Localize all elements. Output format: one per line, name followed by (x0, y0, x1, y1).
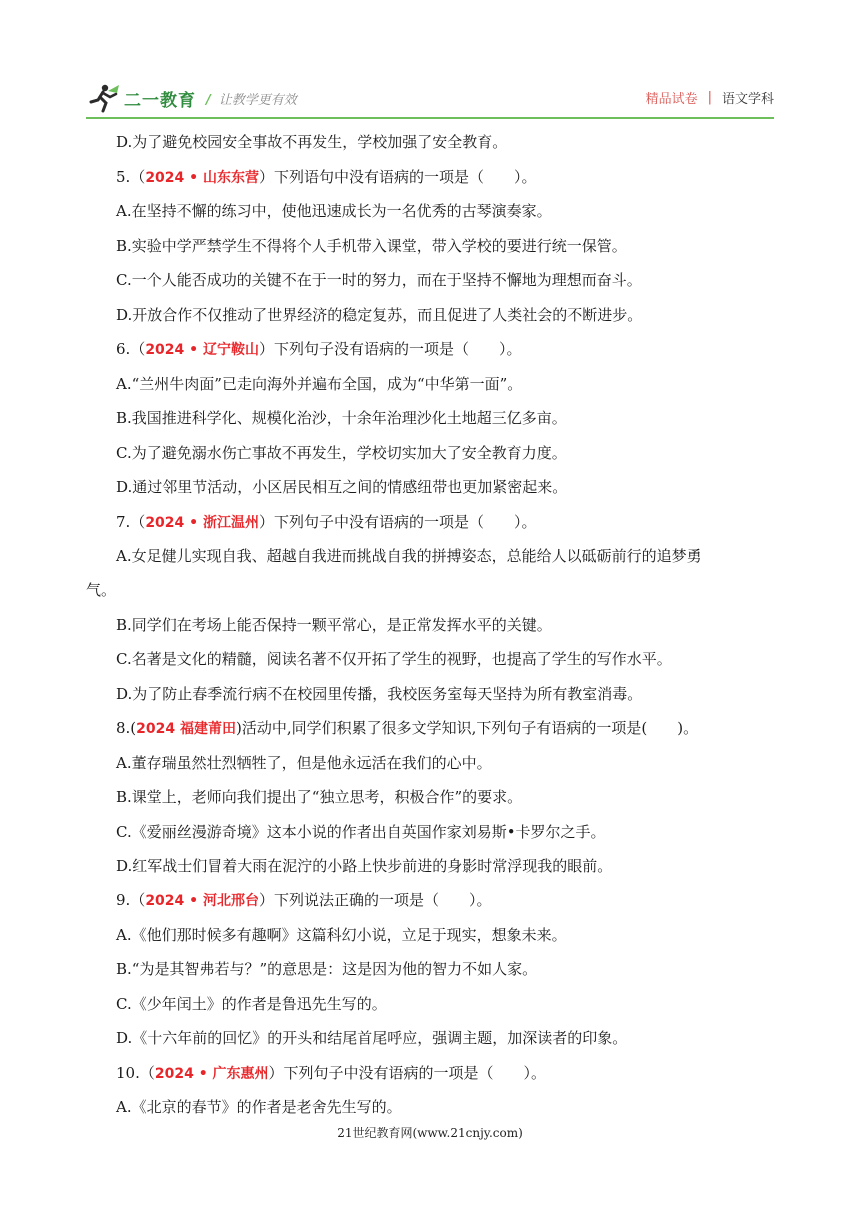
header-divider-line (86, 117, 774, 119)
question-source: 2024 • 辽宁鞍山 (145, 342, 259, 358)
answer-option: B.实验中学严禁学生不得将个人手机带入课堂，带入学校的要进行统一保管。 (116, 237, 627, 255)
question-number: 6.（ (116, 340, 146, 358)
answer-option: B.课堂上，老师向我们提出了“独立思考，积极合作”的要求。 (116, 788, 523, 806)
answer-option: C.一个人能否成功的关键不在于一时的努力，而在于坚持不懈地为理想而奋斗。 (116, 271, 642, 289)
option-continuation: 气。 (86, 581, 117, 599)
logo (86, 80, 297, 116)
question-text: ）下列句子没有语病的一项是（ ）。 (258, 340, 522, 358)
question-source: 2024 • 河北邢台 (145, 893, 259, 909)
brand-name: 二一教育 (124, 90, 196, 111)
answer-option: A.女足健儿实现自我、超越自我进而挑战自我的拼搏姿态，总能给人以砥砺前行的追梦勇 (116, 547, 702, 565)
question-stem (116, 337, 522, 372)
header-tags (646, 88, 774, 107)
answer-option: D.《十六年前的回忆》的开头和结尾首尾呼应，强调主题，加深读者的印象。 (116, 1029, 628, 1047)
slogan (206, 89, 297, 108)
runner-logo-icon (86, 83, 120, 113)
tag-quality-paper: 精品试卷 (645, 92, 698, 107)
question-number: 9.（ (116, 891, 146, 909)
answer-option: A.董存瑞虽然壮烈牺牲了，但是他永远活在我们的心中。 (116, 754, 492, 772)
answer-option: B.我国推进科学化、规模化治沙，十余年治理沙化土地超三亿多亩。 (116, 409, 567, 427)
question-stem (116, 165, 537, 200)
answer-option: A.在坚持不懈的练习中，使他迅速成长为一名优秀的古琴演奏家。 (116, 202, 552, 220)
answer-option: A.“兰州牛肉面”已走向海外并遍布全国，成为“中华第一面”。 (116, 375, 523, 393)
answer-option: D.红军战士们冒着大雨在泥泞的小路上快步前进的身影时常浮现我的眼前。 (116, 857, 613, 875)
question-stem (116, 716, 698, 751)
question-stem (116, 888, 492, 923)
question-source: 2024 • 广东惠州 (154, 1066, 269, 1082)
question-stem (116, 1061, 546, 1096)
answer-option: D.通过邻里节活动，小区居民相互之间的情感纽带也更加紧密起来。 (116, 478, 568, 496)
question-text: ）下列句子中没有语病的一项是（ ）。 (258, 513, 537, 531)
question-source: 2024 • 浙江温州 (145, 515, 259, 531)
slogan-slash: / (206, 92, 211, 108)
tag-divider: | (707, 90, 712, 105)
page-header (86, 80, 774, 116)
question-text: ）下列说法正确的一项是（ ）。 (258, 891, 492, 909)
answer-option: D.开放合作不仅推动了世界经济的稳定复苏，而且促进了人类社会的不断进步。 (116, 306, 643, 324)
page-footer: 21世纪教育网(www.21cnjy.com) (337, 1126, 523, 1140)
question-source: 2024 福建莆田 (136, 721, 237, 737)
question-number: 10.（ (116, 1064, 155, 1082)
answer-option: C.《少年闰土》的作者是鲁迅先生写的。 (116, 995, 387, 1013)
answer-option: B.“为是其智弗若与？”的意思是：这是因为他的智力不如人家。 (116, 960, 538, 978)
answer-option: B.同学们在考场上能否保持一颗平常心，是正常发挥水平的关键。 (116, 616, 552, 634)
slogan-text: 让教学更有效 (218, 92, 297, 108)
answer-option: C.名著是文化的精髓，阅读名著不仅开拓了学生的视野，也提高了学生的写作水平。 (116, 650, 672, 668)
answer-option: A.《北京的春节》的作者是老舍先生写的。 (116, 1098, 402, 1116)
answer-option: C.为了避免溺水伤亡事故不再发生，学校切实加大了安全教育力度。 (116, 444, 567, 462)
question-text: )活动中,同学们积累了很多文学知识,下列句子有语病的一项是( )。 (236, 719, 699, 737)
question-text: ）下列语句中没有语病的一项是（ ）。 (258, 168, 537, 186)
question-number: 7.（ (116, 513, 146, 531)
question-source: 2024 • 山东东营 (145, 170, 259, 186)
answer-option: A.《他们那时候多有趣啊》这篇科幻小说，立足于现实，想象未来。 (116, 926, 567, 944)
question-number: 5.（ (116, 168, 146, 186)
answer-option: C.《爱丽丝漫游奇境》这本小说的作者出自英国作家刘易斯•卡罗尔之手。 (116, 823, 606, 841)
tag-subject: 语文学科 (721, 92, 774, 107)
question-text: ）下列句子中没有语病的一项是（ ）。 (268, 1064, 547, 1082)
answer-option: D.为了防止春季流行病不在校园里传播，我校医务室每天坚持为所有教室消毒。 (116, 685, 643, 703)
question-stem (116, 510, 537, 545)
answer-option: D.为了避免校园安全事故不再发生，学校加强了安全教育。 (116, 133, 508, 151)
question-number: 8.( (116, 719, 137, 737)
